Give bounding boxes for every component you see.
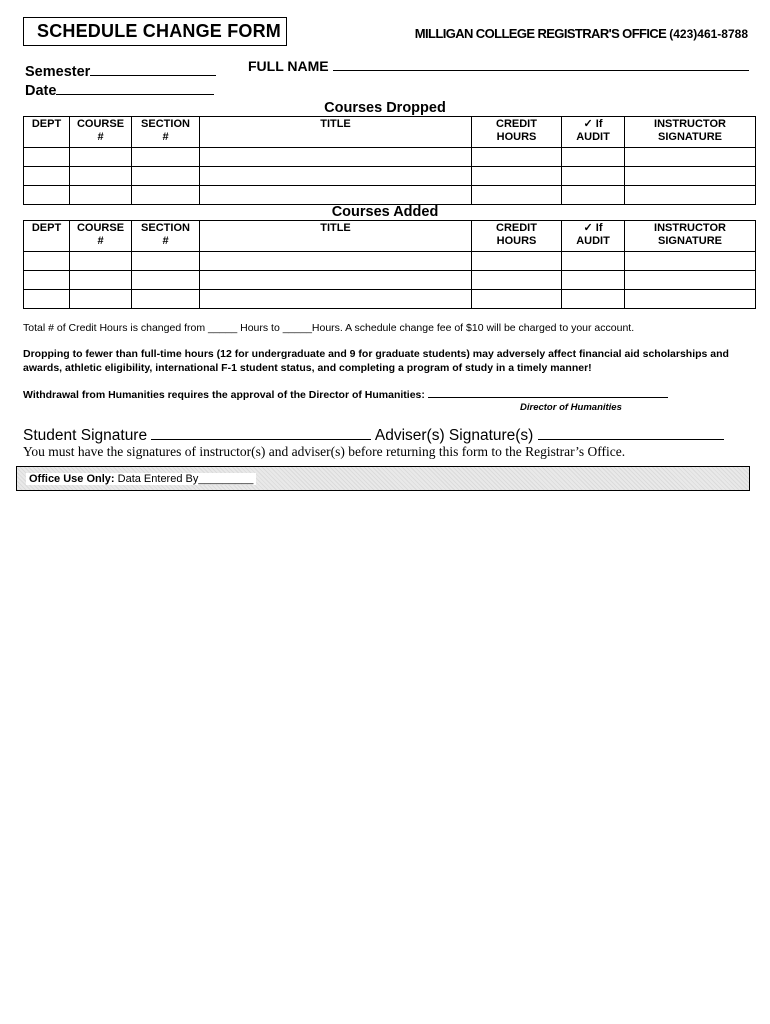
semester-field[interactable] <box>25 63 216 80</box>
student-signature-label: Student Signature <box>23 427 148 444</box>
office-use-label: Office Use Only: <box>29 473 115 485</box>
director-caption: Director of Humanities <box>520 402 622 413</box>
director-signature-line[interactable] <box>428 387 668 398</box>
table-row[interactable] <box>24 271 756 290</box>
office-name: MILLIGAN COLLEGE REGISTRAR'S OFFICE <box>414 26 667 41</box>
office-phone: (423)461-8788 <box>669 27 748 41</box>
col-dept: DEPT <box>24 117 70 148</box>
courses-added-title: Courses Added <box>331 204 439 220</box>
full-name-field[interactable] <box>248 58 749 74</box>
signature-line <box>23 426 724 445</box>
office-use-content <box>26 473 256 485</box>
courses-dropped-table <box>23 116 756 205</box>
courses-added-table <box>23 220 756 309</box>
adviser-signature-field[interactable] <box>538 426 724 440</box>
col-credit-hours: CREDIT HOURS <box>472 221 562 252</box>
semester-line[interactable] <box>90 63 216 76</box>
table-row[interactable] <box>24 186 756 205</box>
dropping-warning-text: Dropping to fewer than full-time hours (12 for undergraduate and 9 for graduate students) may adversely affect financial aid scholarships and awards, athletic eligibility, international F-1 student status, and completing a program of study in a timely manner! <box>23 348 729 374</box>
courses-dropped-title: Courses Dropped <box>324 100 446 116</box>
registrar-office-header <box>380 26 748 41</box>
col-section: SECTION # <box>132 117 200 148</box>
table-header-row <box>24 117 756 148</box>
col-title: TITLE <box>200 221 472 252</box>
full-name-label: FULL NAME <box>248 58 329 74</box>
full-name-line[interactable] <box>333 58 749 71</box>
col-title: TITLE <box>200 117 472 148</box>
humanities-text: Withdrawal from Humanities requires the approval of the Director of Humanities: <box>23 389 425 401</box>
signature-requirement-note: You must have the signatures of instructor(s) and adviser(s) before returning this form to the Registrar’s Office. <box>23 444 626 459</box>
col-course: COURSE # <box>70 221 132 252</box>
table-row[interactable] <box>24 252 756 271</box>
col-section: SECTION # <box>132 221 200 252</box>
humanities-approval <box>23 387 753 403</box>
credit-hours-change-text: Total # of Credit Hours is changed from _____ Hours to _____Hours. A schedule change fee of $10 will be charged to your account. <box>23 322 635 334</box>
date-line[interactable] <box>56 82 214 95</box>
col-dept: DEPT <box>24 221 70 252</box>
adviser-signature-label: Adviser(s) Signature(s) <box>374 427 534 444</box>
table-row[interactable] <box>24 148 756 167</box>
table-row[interactable] <box>24 290 756 309</box>
table-row[interactable] <box>24 167 756 186</box>
date-field[interactable] <box>25 82 214 99</box>
office-use-box <box>16 466 750 491</box>
col-course: COURSE # <box>70 117 132 148</box>
student-signature-field[interactable] <box>151 426 371 440</box>
col-instructor-signature: INSTRUCTOR SIGNATURE <box>625 221 756 252</box>
form-title: SCHEDULE CHANGE FORM <box>23 17 287 46</box>
date-label: Date <box>25 83 57 99</box>
table-header-row <box>24 221 756 252</box>
col-audit: ✓ If AUDIT <box>562 117 625 148</box>
col-audit: ✓ If AUDIT <box>562 221 625 252</box>
data-entered-by[interactable]: Data Entered By_________ <box>117 473 254 485</box>
col-instructor-signature: INSTRUCTOR SIGNATURE <box>625 117 756 148</box>
col-credit-hours: CREDIT HOURS <box>472 117 562 148</box>
semester-label: Semester <box>25 64 91 80</box>
